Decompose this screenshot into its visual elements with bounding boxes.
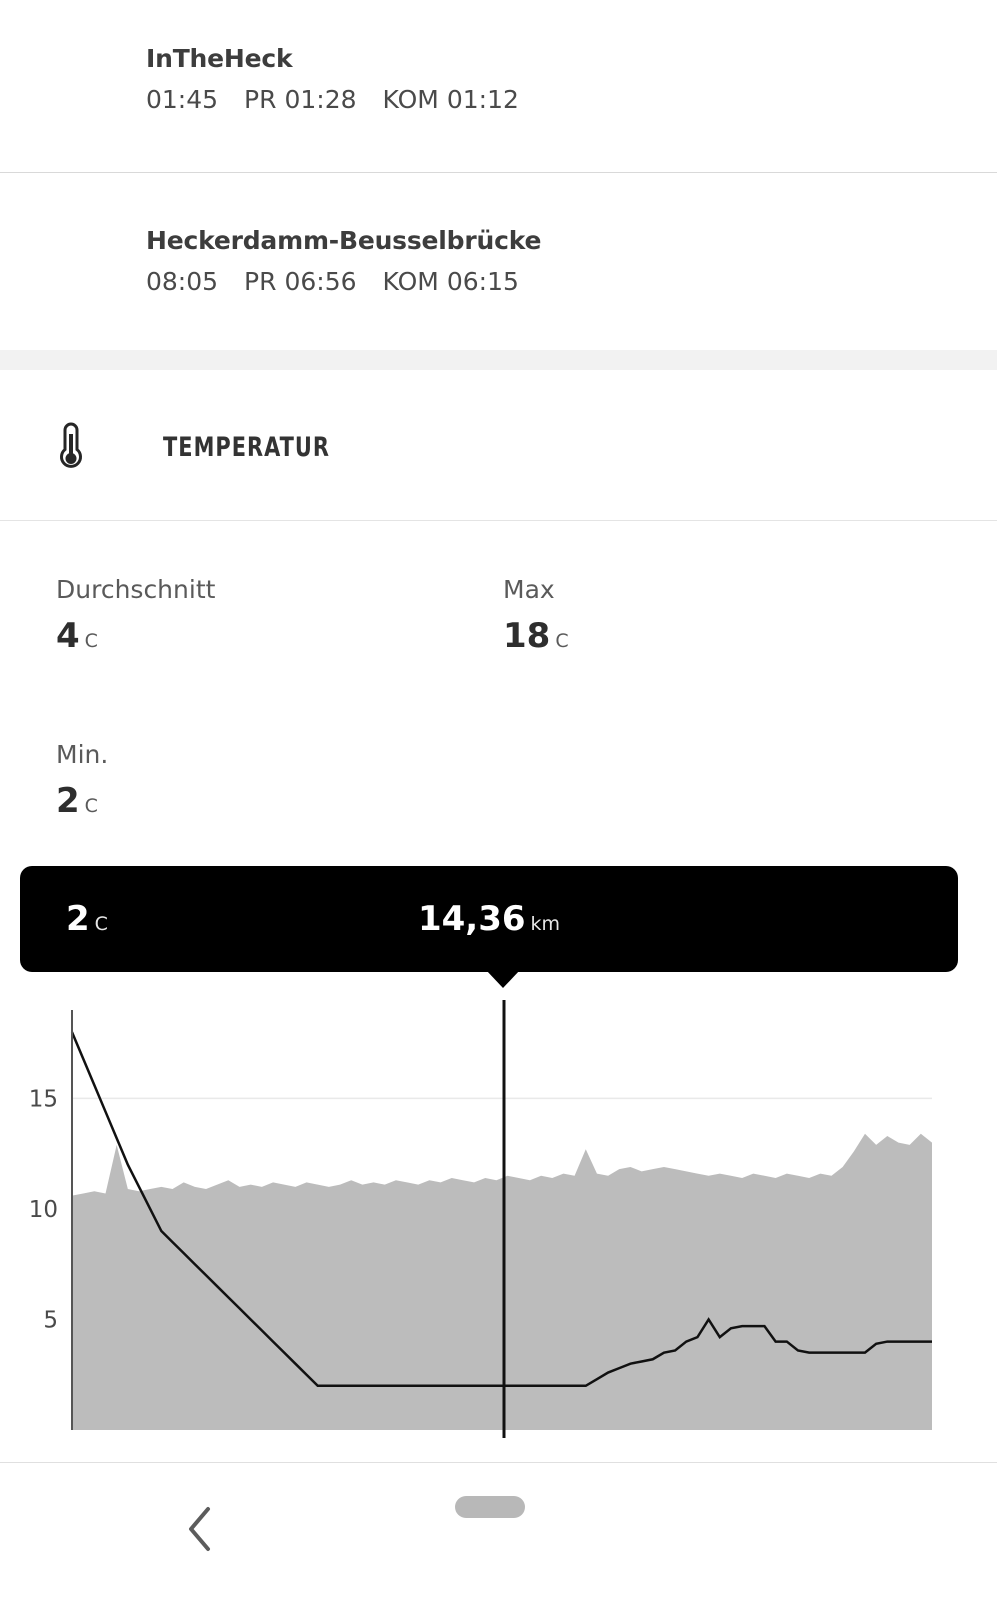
thermometer-icon: [44, 421, 98, 473]
temperature-section-header: [0, 410, 997, 484]
y-axis-tick-label: 10: [28, 1196, 58, 1223]
segment-kom-label: KOM: [382, 267, 439, 296]
tooltip-distance: [418, 899, 560, 939]
section-gap: [0, 350, 997, 370]
stat-unit: C: [84, 795, 98, 817]
stat-value: 2: [56, 781, 80, 821]
segment-stats: [146, 85, 997, 114]
tooltip-temperature-value: 2: [66, 899, 90, 939]
stat-value: 4: [56, 616, 80, 656]
stat-value-group: [503, 616, 950, 656]
temperature-chart[interactable]: [0, 1000, 997, 1440]
segment-row[interactable]: [0, 226, 997, 296]
temperature-title: TEMPERATUR: [163, 431, 330, 463]
segment-kom-label: KOM: [382, 85, 439, 114]
segment-pr-value: 06:56: [284, 267, 357, 296]
segment-name: InTheHeck: [146, 44, 293, 73]
segment-pr-label: PR: [244, 267, 277, 296]
stat-unit: C: [555, 630, 569, 652]
tooltip-pointer: [486, 970, 520, 988]
y-axis-tick-label: 5: [43, 1307, 58, 1334]
segment-row[interactable]: [0, 44, 997, 114]
temperature-stats: [56, 575, 956, 821]
segment-kom-value: 01:12: [446, 85, 519, 114]
tooltip-temperature: [66, 899, 108, 939]
stat-value-group: [56, 616, 503, 656]
stat-label: Max: [503, 575, 555, 604]
system-navigation-bar: [0, 1463, 997, 1600]
segment-pr-value: 01:28: [284, 85, 357, 114]
divider: [0, 520, 997, 521]
tooltip-distance-unit: km: [530, 913, 561, 935]
stat-value: 18: [503, 616, 551, 656]
segment-time: 08:05: [146, 267, 219, 296]
segment-kom-value: 06:15: [446, 267, 519, 296]
chart-tooltip: [20, 866, 958, 972]
stat-max: [503, 575, 950, 656]
tooltip-distance-value: 14,36: [417, 899, 526, 939]
segment-pr-label: PR: [244, 85, 277, 114]
tooltip-temperature-unit: C: [94, 913, 108, 935]
segment-stats: [146, 267, 997, 296]
chevron-left-icon[interactable]: [172, 1501, 228, 1557]
divider: [0, 172, 997, 173]
segment-time: 01:45: [146, 85, 219, 114]
stat-value-group: [56, 781, 503, 821]
stat-label: Min.: [56, 740, 109, 769]
stat-average: [56, 575, 503, 656]
stat-label: Durchschnitt: [56, 575, 216, 604]
stat-unit: C: [84, 630, 98, 652]
home-indicator[interactable]: [455, 1496, 525, 1518]
stat-min: [56, 740, 503, 821]
temperature-chart-svg[interactable]: [0, 1000, 997, 1440]
segment-name: Heckerdamm-Beusselbrücke: [146, 226, 542, 255]
y-axis-tick-label: 15: [28, 1086, 58, 1113]
